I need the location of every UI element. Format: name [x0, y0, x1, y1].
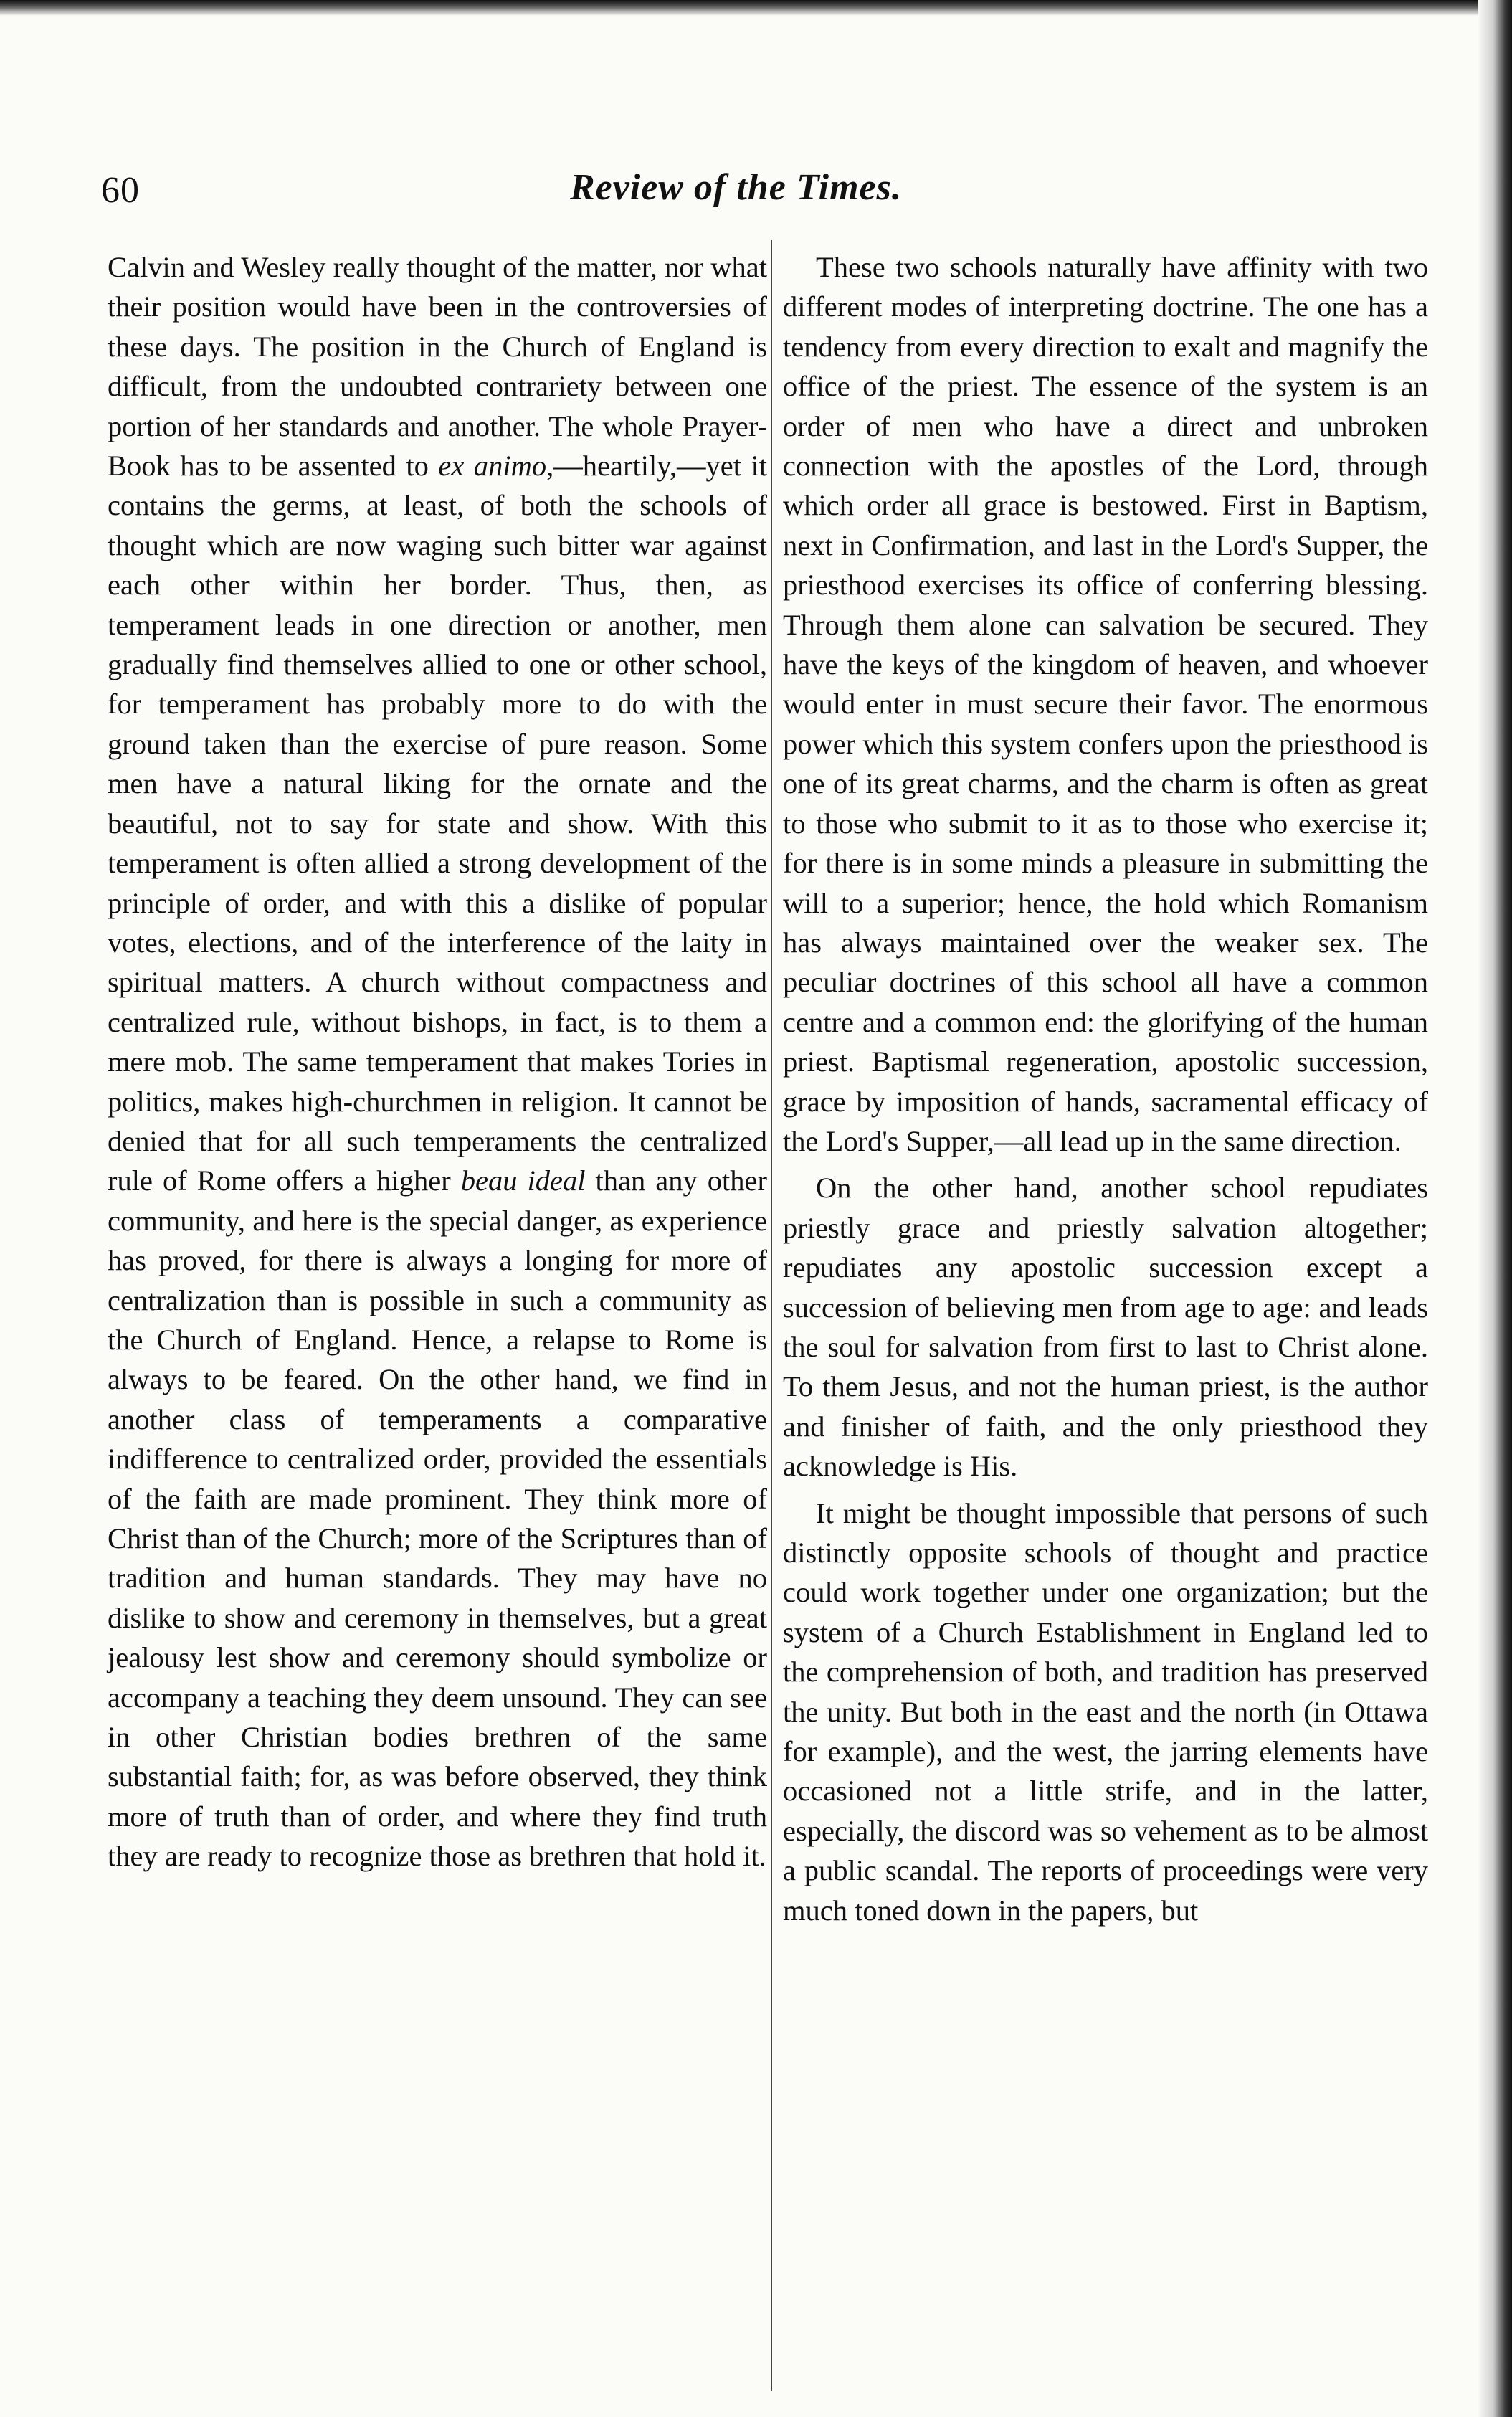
french-phrase: beau ideal — [460, 1164, 586, 1197]
page-header — [97, 163, 1430, 228]
running-title: Review of the Times. — [570, 167, 902, 208]
scan-top-edge — [0, 0, 1512, 16]
column-divider — [771, 240, 772, 2391]
right-paragraph-1: These two schools naturally have affinity with two different modes of interpreting doctrine. The one has a tendency from every direction to exalt and magnify the office of the priest. The essence of the system is an order of men who have a direct and unbroken connection with the apostles of the Lord, through which order all grace is bestowed. First in Baptism, next in Confirmation, and last in the Lord's Supper, the priesthood exercises its office of conferring blessing. Through them alone can salvation be secured. They have the keys of the kingdom of heaven, and whoever would enter in must secure their favor. The enormous power which this system confers upon the priesthood is one of its great charms, and the charm is often as great to those who submit to it as to those who exercise it; for there is in some minds a pleasure in submitting the will to a superior; hence, the hold which Romanism has always maintained over the weaker sex. The peculiar doctrines of this school all have a common centre and a common end: the glorifying of the human priest. Baptismal regeneration, apostolic succession, grace by imposition of hands, sacramental efficacy of the Lord's Supper,—all lead up in the same direction. — [783, 251, 1428, 1157]
latin-phrase: ex animo — [438, 450, 547, 483]
left-text-part-1: Calvin and Wesley really thought of the matter, nor what their position would have been in the controversies of these days. The position in the Church of England is difficult, from the undoubted contrariety between one portion of her standards and another. The whole Prayer-Book has to be assented to — [108, 251, 767, 483]
right-paragraph-2: On the other hand, another school repudiates priestly grace and priestly salvation altogether; repudiates any apostolic succession except a succession of believing men from age to age: and leads the soul for salvation from first to last to Christ alone. To them Jesus, and not the human priest, is the author and finisher of faith, and the only priesthood they acknowledge is His. — [783, 1172, 1428, 1483]
scan-binding-edge — [1478, 0, 1512, 2417]
left-column — [108, 247, 767, 1876]
right-paragraph-3: It might be thought impossible that persons of such distinctly opposite schools of thought and practice could work together under one organization; but the system of a Church Establishment in England led to the comprehension of both, and tradition has preserved the unity. But both in the east and the north (in Ottawa for example), and the west, the jarring elements have occasioned not a little strife, and in the latter, especially, the discord was so vehement as to be almost a public scandal. The reports of proceedings were very much toned down in the papers, but — [783, 1496, 1428, 1927]
right-column — [783, 247, 1428, 1930]
left-text-part-2: ,—heartily,—yet it contains the germs, at least, of both the schools of thought which are now waging such bitter war against each other within her border. Thus, then, as temperament leads in one direction or another, men gradually find themselves allied to one or other school, for temperament has probably more to do with the ground taken than the exercise of pure reason. Some men have a natural liking for the ornate and the beautiful, not to say for state and show. With this temperament is often allied a strong development of the principle of order, and with this a dislike of popular votes, elections, and of the interference of the laity in spiritual matters. A church without compactness and centralized rule, without bishops, in fact, is to them a mere mob. The same temperament that makes Tories in politics, makes high-churchmen in religion. It cannot be denied that for all such temperaments the centralized rule of Rome offers a higher — [108, 450, 767, 1197]
left-text-part-3: than any other community, and here is the special danger, as experience has proved, for there is always a longing for more of centralization than is possible in such a community as the Church of England. Hence, a relapse to Rome is always to be feared. On the other hand, we find in another class of temperaments a comparative indifference to centralized order, provided the essentials of the faith are made prominent. They think more of Christ than of the Church; more of the Scriptures than of tradition and human standards. They may have no dislike to show and ceremony in themselves, but a great jealousy lest show and ceremony should symbolize or accompany a teaching they deem unsound. They can see in other Christian bodies brethren of the same substantial faith; for, as was before observed, they think more of truth than of order, and where they find truth they are ready to recognize those as brethren that hold it. — [108, 1164, 767, 1873]
left-column-paragraph — [108, 247, 767, 1876]
page-number: 60 — [101, 170, 140, 211]
